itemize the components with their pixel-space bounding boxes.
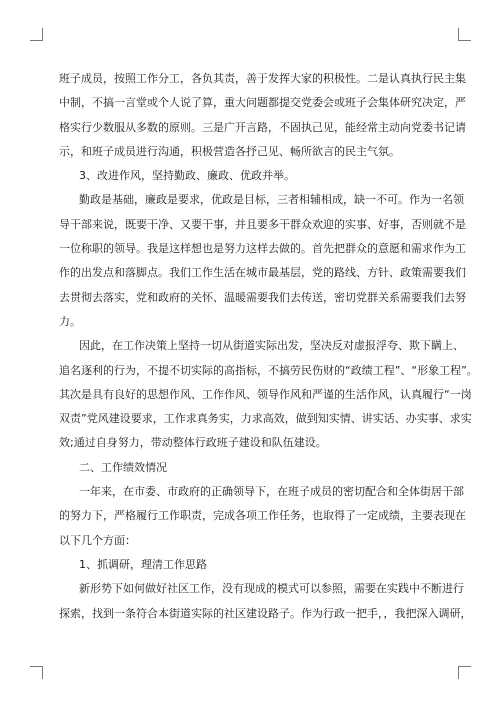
text-line: 格实行少数服从多数的原则。三是广开言路，不固执己见，能经常主动向党委书记请 xyxy=(59,120,466,134)
text-line: 新形势下如何做好社区工作，没有现成的模式可以参照，需要在实践中不断进行 xyxy=(79,582,464,596)
text-line: 一位称职的领导。我是这样想也是努力这样去做的。首先把群众的意愿和需求作为工 xyxy=(59,242,466,256)
text-line: 勤政是基础，廉政是要求，优政是目标，三者相辅相成，缺一不可。作为一名领 xyxy=(79,193,464,207)
section-heading: 1、抓调研，理清工作思路 xyxy=(79,557,207,571)
text-line: 以下几个方面： xyxy=(59,533,136,547)
text-line: 双责”党风建设要求，工作求真务实，力求高效，做到知实情、讲实话、办实事、求实 xyxy=(59,412,472,426)
crop-mark-top-left xyxy=(30,28,43,41)
text-line: 班子成员，按照工作分工，各负其责，善于发挥大家的积极性。二是认真执行民主集 xyxy=(59,72,466,85)
crop-mark-bottom-left xyxy=(30,666,43,679)
text-line: 导干部来说，既要干净、又要干事，并且要多干群众欢迎的实事、好事，否则就不是 xyxy=(59,217,466,231)
text-line: 示，和班子成员进行沟通，积极营造各抒己见、畅所欲言的民主气氛。 xyxy=(59,144,400,158)
text-line: 追名逐利的行为，不提不切实际的高指标，不搞劳民伤财的“政绩工程”、“形象工程”。 xyxy=(59,363,478,377)
text-line: 作的出发点和落脚点。我们工作生活在城市最基层，党的路线、方针、政策需要我们 xyxy=(59,266,466,280)
text-line: 其次是具有良好的思想作风、工作作风、领导作风和严谨的生活作风，认真履行“一岗 xyxy=(59,387,472,401)
text-line: 探索，找到一条符合本街道实际的社区建设路子。作为行政一把手，，我把深入调研， xyxy=(59,606,472,620)
section-heading: 二、工作绩效情况 xyxy=(79,460,167,474)
text-line: 效;通过自身努力，带动整体行政班子建设和队伍建设。 xyxy=(59,436,327,450)
crop-mark-top-right xyxy=(458,28,471,41)
document-body xyxy=(59,67,478,626)
text-line: 因此，在工作决策上坚持一切从街道实际出发，坚决反对虚报浮夸、欺下瞒上、 xyxy=(79,339,464,353)
text-line: 一年来，在市委、市政府的正确领导下，在班子成员的密切配合和全体街居干部 xyxy=(79,485,464,499)
text-line: 去贯彻去落实，党和政府的关怀、温暖需要我们去传送，密切党群关系需要我们去努 xyxy=(59,290,466,304)
crop-mark-bottom-right xyxy=(458,666,471,679)
text-line: 的努力下，严格履行工作职责，完成各项工作任务，也取得了一定成绩，主要表现在 xyxy=(59,509,466,523)
section-heading: 3、改进作风，坚持勤政、廉政、优政并举。 xyxy=(79,169,295,183)
text-line: 中制，不搞一言堂或个人说了算，重大问题都提交党委会或班子会集体研究决定，严 xyxy=(59,96,466,110)
text-line: 力。 xyxy=(59,314,81,328)
